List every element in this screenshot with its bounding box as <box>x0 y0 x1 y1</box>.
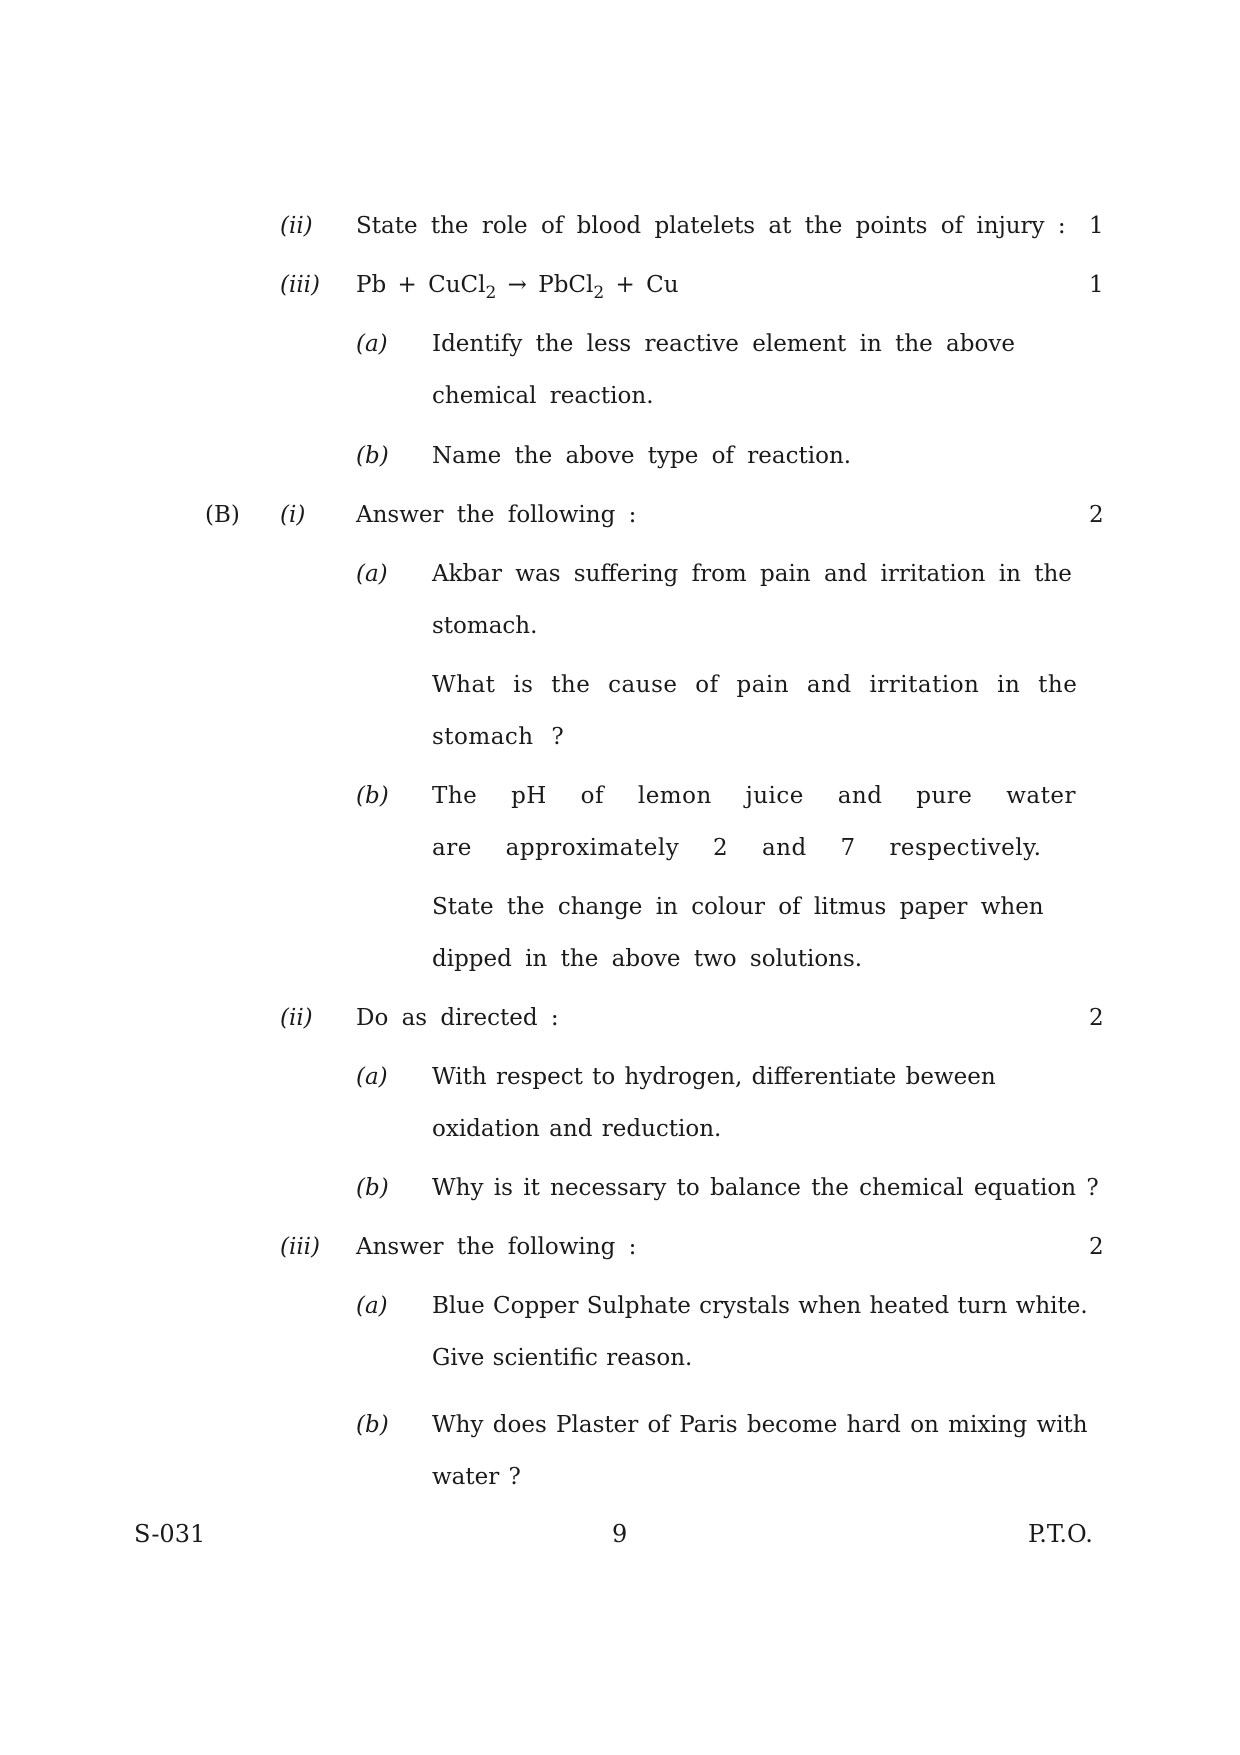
part-text: Why is it necessary to balance the chemical equation ? <box>432 1175 1099 1201</box>
part-text: Name the above type of reaction. <box>432 443 852 469</box>
part-label: (a) <box>356 1293 388 1319</box>
question-text: Answer the following : <box>356 1234 637 1260</box>
part-text: Identify the less reactive element in the above chemical reaction. <box>432 331 1015 409</box>
part-label: (a) <box>356 331 388 357</box>
part-text: Why does Plaster of Paris become hard on mixing with water ? <box>432 1412 1088 1490</box>
chemical-equation <box>356 272 679 303</box>
part-text: Akbar was suffering from pain and irritation in the stomach. <box>432 561 1072 639</box>
part-label: (b) <box>356 443 389 469</box>
question-number: (ii) <box>280 213 313 239</box>
marks: 2 <box>1089 1005 1104 1031</box>
marks: 2 <box>1089 1234 1104 1260</box>
marks: 1 <box>1089 213 1104 239</box>
section-label: (B) <box>205 502 240 528</box>
eq-arrow: → <box>507 272 527 298</box>
part-text: The pH of lemon juice and pure water are approximately 2 and 7 respectively. <box>432 783 1076 861</box>
eq-subscript: 2 <box>485 283 497 303</box>
eq-cu: Cu <box>646 272 679 298</box>
question-text: State the role of blood platelets at the points of injury : <box>356 213 1066 239</box>
part-text-followup: State the change in colour of litmus paper when dipped in the above two solutions. <box>432 894 1044 972</box>
question-number: (ii) <box>280 1005 313 1031</box>
question-number: (iii) <box>280 272 321 298</box>
part-text: With respect to hydrogen, differentiate beween oxidation and reduction. <box>432 1064 996 1142</box>
page-number: 9 <box>612 1520 628 1548</box>
part-label: (b) <box>356 783 389 809</box>
question-number: (i) <box>280 502 306 528</box>
eq-plus: + <box>397 272 417 298</box>
please-turn-over: P.T.O. <box>1028 1520 1093 1548</box>
marks: 2 <box>1089 502 1104 528</box>
question-text: Do as directed : <box>356 1005 559 1031</box>
part-text-followup: What is the cause of pain and irritation in the stomach ? <box>432 672 1078 750</box>
part-text: Blue Copper Sulphate crystals when heated turn white. Give scientific reason. <box>432 1293 1088 1371</box>
question-text: Answer the following : <box>356 502 637 528</box>
part-label: (b) <box>356 1175 389 1201</box>
eq-cucl: CuCl <box>428 272 486 298</box>
marks: 1 <box>1089 272 1104 298</box>
eq-pbcl: PbCl <box>538 272 594 298</box>
eq-plus: + <box>615 272 635 298</box>
question-number: (iii) <box>280 1234 321 1260</box>
part-label: (b) <box>356 1412 389 1438</box>
part-label: (a) <box>356 561 388 587</box>
paper-code: S-031 <box>134 1520 206 1548</box>
part-label: (a) <box>356 1064 388 1090</box>
eq-pb: Pb <box>356 272 387 298</box>
eq-subscript: 2 <box>593 283 605 303</box>
